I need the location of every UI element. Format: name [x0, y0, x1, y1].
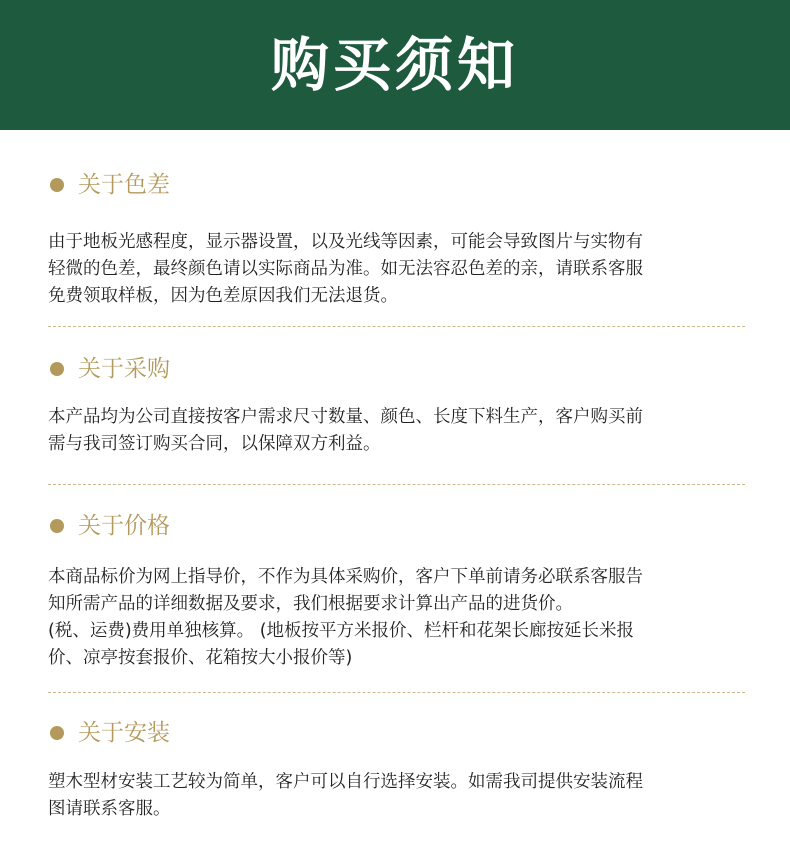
body-line: 本产品均为公司直接按客户需求尺寸数量、颜色、长度下料生产，客户购买前 [48, 407, 643, 427]
body-line: 塑木型材安装工艺较为简单，客户可以自行选择安装。如需我司提供安装流程 [48, 772, 643, 792]
section-title: 关于色差 [78, 172, 170, 198]
section-title: 关于安装 [78, 720, 170, 746]
header-banner [0, 0, 790, 130]
body-line: 轻微的色差，最终颜色请以实际商品为准。如无法容忍色差的亲，请联系客服 [48, 259, 643, 279]
bullet-dot-icon [50, 362, 64, 376]
body-line: 图请联系客服。 [48, 799, 171, 819]
section-heading-pricing [50, 511, 170, 541]
body-line: (税、运费)费用单独核算。 (地板按平方米报价、栏杆和花架长廊按延长米报 [48, 621, 635, 641]
section-divider [48, 484, 745, 485]
section-title: 关于价格 [78, 513, 170, 539]
section-heading-color-difference [50, 170, 170, 200]
section-heading-installation [50, 718, 170, 748]
section-heading-procurement [50, 354, 170, 384]
section-body-pricing [48, 564, 754, 672]
section-body-installation [48, 769, 754, 823]
body-line: 本商品标价为网上指导价，不作为具体采购价，客户下单前请务必联系客服告 [48, 567, 643, 587]
body-line: 由于地板光感程度，显示器设置，以及光线等因素，可能会导致图片与实物有 [48, 232, 643, 252]
body-line: 需与我司签订购买合同，以保障双方利益。 [48, 434, 381, 454]
section-title: 关于采购 [78, 356, 170, 382]
body-line: 知所需产品的详细数据及要求，我们根据要求计算出产品的进货价。 [48, 594, 573, 614]
section-body-color-difference [48, 229, 754, 310]
section-divider [48, 326, 745, 327]
body-line: 免费领取样板，因为色差原因我们无法退货。 [48, 286, 398, 306]
bullet-dot-icon [50, 726, 64, 740]
page-title: 购买须知 [270, 31, 519, 99]
section-body-procurement [48, 404, 754, 458]
bullet-dot-icon [50, 519, 64, 533]
bullet-dot-icon [50, 178, 64, 192]
section-divider [48, 692, 745, 693]
body-line: 价、凉亭按套报价、花箱按大小报价等) [48, 648, 353, 668]
